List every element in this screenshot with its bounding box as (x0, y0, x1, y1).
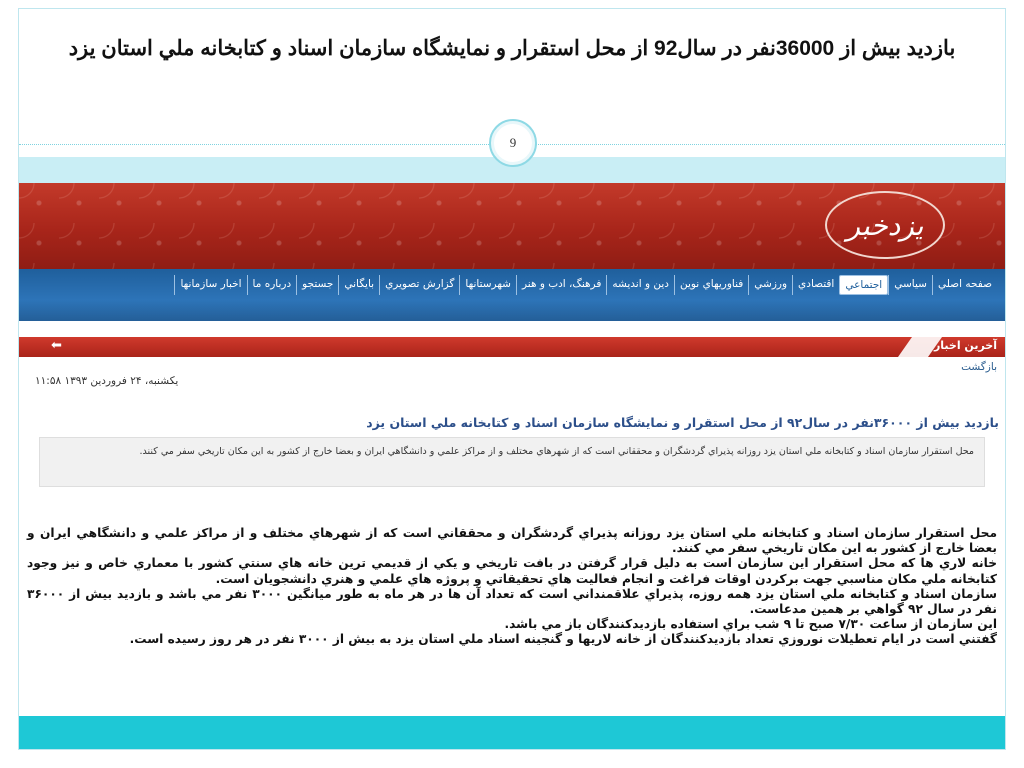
article-summary (39, 437, 985, 487)
nav-item[interactable]: درباره ما (247, 275, 297, 295)
slide-title: بازديد بيش از 36000نفر در سال92 از محل استقرار و نمايشگاه سازمان اسناد و كتابخانه ملي استان يزد (68, 37, 956, 60)
site-logo[interactable]: یزدخبر (825, 191, 945, 259)
news-content (19, 321, 1005, 716)
latest-news-bar (19, 337, 1005, 357)
nav-item[interactable]: سياسي (888, 275, 932, 295)
nav-item[interactable]: اقتصادي (792, 275, 839, 295)
nav-item[interactable]: گزارش تصويري (379, 275, 459, 295)
nav-item[interactable]: شهرستانها (459, 275, 516, 295)
body-paragraph: اين سازمان از ساعت ۷/۳۰ صبح تا ۹ شب براي استفاده بازديدكنندگان باز مي باشد. (504, 617, 997, 632)
nav-item[interactable]: اخبار سازمانها (174, 275, 246, 295)
nav-item[interactable]: صفحه اصلي (932, 275, 997, 295)
body-paragraph: سازمان اسناد و كتابخانه ملي استان يزد همه روزه، پذيراي علاقمنداني است كه تعداد آن ها در هر ماه به طور ميانگين ۳۰۰۰ نفر مي باشد و بازديد بيش از ۳۶۰۰۰ نفر در سال ۹۲ گواهي بر همين مدعاست. (27, 586, 998, 617)
body-paragraph: گفتني است در ايام تعطيلات نوروزي تعداد بازديدكنندگان از خانه لاريها و گنجينه اسناد ملي استان يزد به بيش از ۳۰۰۰ نفر در هر روز رسيده است. (129, 632, 997, 647)
main-nav (19, 269, 1005, 321)
nav-item[interactable]: فناوريهاي نوين (674, 275, 748, 295)
nav-item[interactable]: بايگاني (338, 275, 379, 295)
latest-news-label[interactable]: آخرين اخبار (933, 339, 997, 352)
arrow-left-icon[interactable]: ⬅ (51, 338, 62, 353)
site-banner (19, 183, 1005, 269)
back-link[interactable]: بازگشت (961, 361, 997, 373)
nav-items (27, 275, 997, 295)
nav-item[interactable]: جستجو (296, 275, 338, 295)
body-paragraph: خانه لاري ها كه محل استقرار اين سازمان است به دليل قرار گرفتن در بافت تاريخي و يكي از قديمي ترين خانه هاي سنتي كشور با معماري خاص و نيز وجود كتابخانه ملي مكان مناسبي جهت بركردن اوقات فراغت و انجام فعاليت هاي تحقيقاتي و پروژه هاي علمي و هنري دانشجويان است. (27, 556, 997, 586)
page-number-badge: 9 (489, 119, 537, 167)
slide (18, 8, 1006, 750)
bottom-color-band (19, 716, 1005, 750)
article-title[interactable]: بازديد بيش از ۳۶۰۰۰نفر در سال۹۲ از محل استقرار و نمايشگاه سازمان اسناد و كتابخانه ملي استان يزد (366, 415, 999, 430)
nav-item[interactable]: اجتماعي (839, 275, 888, 295)
body-paragraph: محل استقرار سازمان اسناد و كتابخانه ملي استان يزد روزانه پذيراي گردشگران و محققاني است كه از شهرهاي مختلف و از مراكز علمي و دانشگاهي ايران و بعضا خارج از كشور به اين مكان تاريخي سفر مي كنند. (27, 526, 997, 556)
article-body (27, 526, 997, 648)
summary-text: محل استقرار سازمان اسناد و كتابخانه ملي استان يزد روزانه پذيراي گردشگران و محققاني است كه از شهرهاي مختلف و از مراكز علمي و دانشگاهي ايران و بعضا خارج از كشور به اين مكان تاريخي سفر مي كنند. (139, 446, 974, 457)
article-date: يكشنبه، ۲۴ فروردين ۱۳۹۳ ۱۱:۵۸ (35, 375, 179, 387)
nav-item[interactable]: فرهنگ، ادب و هنر (516, 275, 606, 295)
nav-item[interactable]: ورزشي (748, 275, 792, 295)
nav-item[interactable]: دين و انديشه (606, 275, 674, 295)
